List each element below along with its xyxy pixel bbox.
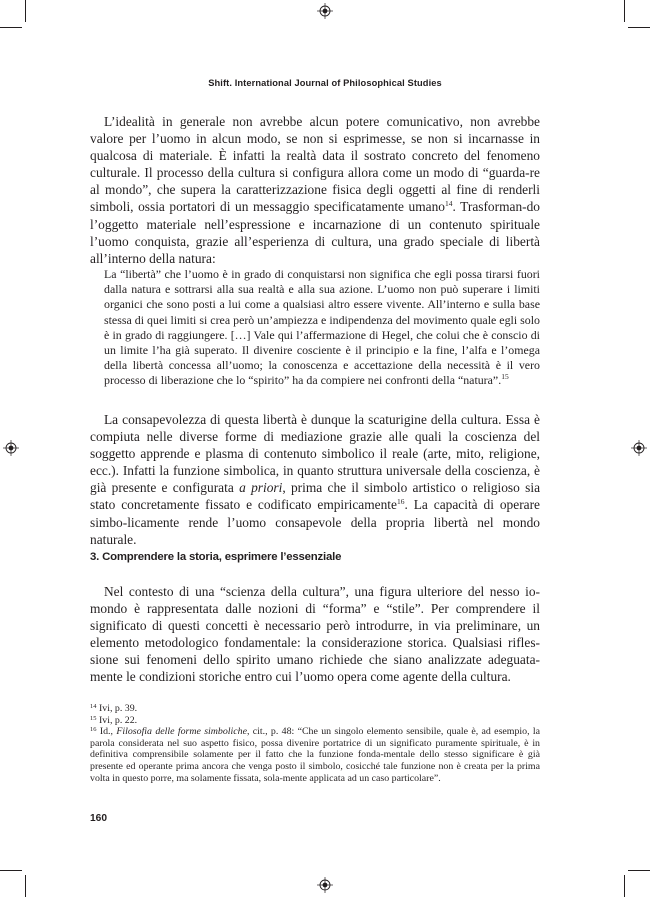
body-paragraph-1-container — [90, 113, 540, 267]
body-paragraph-3-container — [90, 583, 540, 686]
footnote-number: 14 — [90, 703, 97, 710]
crop-mark-top-right — [624, 0, 625, 22]
footnote-text: Ivi, p. 39. — [98, 703, 138, 714]
paragraph-2-text-a: La consapevolezza di questa libertà è dunque la scaturigine della cultura. Essa è compiuta nelle diverse forme di mediazione grazie alle quali la coscienza del soggetto apprende e plasma di contenuto simbolico il reale (arte, mito, religione, ecc.). Infatti la funzione simbolica, in quanto struttura universale della coscienza, è già presente e configurata — [90, 412, 540, 496]
crop-mark-bottom-left-horizontal — [0, 870, 22, 871]
footnote-15 — [90, 715, 540, 727]
crop-mark-bottom-left — [25, 875, 26, 897]
footnotes — [90, 703, 540, 784]
registration-mark-left-icon — [3, 440, 19, 456]
paragraph-2-text-c: . La capacità di operare simbo-licamente rende l’uomo consapevole della propria libertà nel mondo naturale. — [90, 497, 541, 547]
footnote-16 — [90, 726, 540, 784]
footnote-ref-15: 15 — [501, 372, 509, 382]
footnote-text: Ivi, p. 22. — [98, 714, 138, 726]
registration-mark-right-icon — [631, 440, 647, 456]
body-paragraph-2-container — [90, 411, 540, 548]
crop-mark-bottom-right — [624, 875, 625, 897]
footnote-14 — [90, 703, 540, 715]
footnote-ref-16: 16 — [396, 497, 405, 507]
block-quote-text: La “libertà” che l’uomo è in grado di conquistarsi non significa che egli possa tirarsi fuori dalla natura e sottrarsi alla sua realtà e alla sua azione. L’uomo non può superare i limiti organici che sono posti a lui come a qualsiasi altro essere vivente. All’interno e sulla base stessa di quei limiti si crea però un’ampiezza e indipendenza del movimento quale egli solo è in grado di raggiungere. […] Vale qui l’affermazione di Hegel, che colui che è conscio di un limite l’ha già superato. Il divenire cosciente è il principio e la fine, l’alfa e l’omega della libertà concessa all’uomo; la conoscenza e accettazione della necessità è il vero processo di liberazione che lo “spirito” ha da compiere nei confronti della “natura”. — [104, 267, 540, 388]
footnote-number: 16 — [90, 726, 97, 734]
section-heading: 3. Comprendere la storia, esprimere l’essenziale — [90, 551, 342, 563]
crop-mark-top-left — [25, 0, 26, 22]
running-head: Shift. International Journal of Philosophical Studies — [208, 78, 442, 88]
paragraph-1-text-b: . Trasforman-do l’oggetto materiale nell’espressione e incarnazione di un contenuto spirituale l’uomo conquista, grazie all’esperienza di cultura, una grado speciale di libertà all’interno della natura: — [90, 199, 540, 266]
paragraph-1-text-a: L’idealità in generale non avrebbe alcun potere comunicativo, non avrebbe valore per l’uomo in alcun modo, se non si esprimesse, se non si incarnasse in qualcosa di materiale. È infatti la realtà data il sostrato concreto del fenomeno culturale. Il processo della cultura si configura allora come un modo di “guarda-re al mondo”, che supera la caratterizzazione fisica degli oggetti al fine di renderli simboli, ossia portatori di un messaggio specificatamente umano — [90, 114, 540, 215]
crop-mark-top-left-horizontal — [0, 27, 22, 28]
crop-mark-bottom-right-horizontal — [628, 870, 650, 871]
registration-mark-top-icon — [317, 3, 333, 19]
page-number: 160 — [90, 813, 107, 824]
footnote-number: 15 — [90, 714, 97, 722]
body-paragraph-3: Nel contesto di una “scienza della cultura”, una figura ulteriore del nesso io-mondo è rappresentata dalle nozioni di “forma” e “stile”. Per comprendere il significato di questi concetti è necessario però introdurre, in via preliminare, un elemento metodologico fondamentale: la considerazione storica. Qualsiasi rifles-sione sui fenomeni dello spirito umano richiede che siano analizzate adeguata-mente le condizioni storiche entro cui l’uomo opera come agente della cultura. — [90, 584, 540, 685]
footnote-text: Id., — [99, 726, 117, 738]
paragraph-2-text-b: , prima che il simbolo artistico o religioso sia stato concretamente fissato e codificato empiricamente — [90, 480, 541, 513]
block-quote — [104, 267, 540, 389]
paragraph-2-italic-a-priori: a priori — [239, 480, 283, 496]
body-paragraph-1 — [90, 113, 540, 267]
footnote-text-continued: , cit., p. 48: “Che un singolo elemento sensibile, quale è, ad esempio, la parola considerata nel suo aspetto fisico, possa divenire portatrice di un significato puramente spirituale, è in definitiva comprensibile solamente per il fatto che la funzione fonda-mentale dello stesso significare è già presente ed operante prima ancora che venga posto il simbolo, cosicché tale funzione non è creata per la prima volta in questo porre, ma solamente fissata, sola-mente applicata ad un caso particolare”. — [90, 726, 541, 784]
footnote-italic-title: Filosofia delle forme simboliche — [116, 726, 247, 738]
registration-mark-bottom-icon — [317, 877, 333, 893]
body-paragraph-2 — [90, 411, 540, 548]
crop-mark-top-right-horizontal — [628, 27, 650, 28]
footnote-ref-14: 14 — [445, 199, 453, 209]
